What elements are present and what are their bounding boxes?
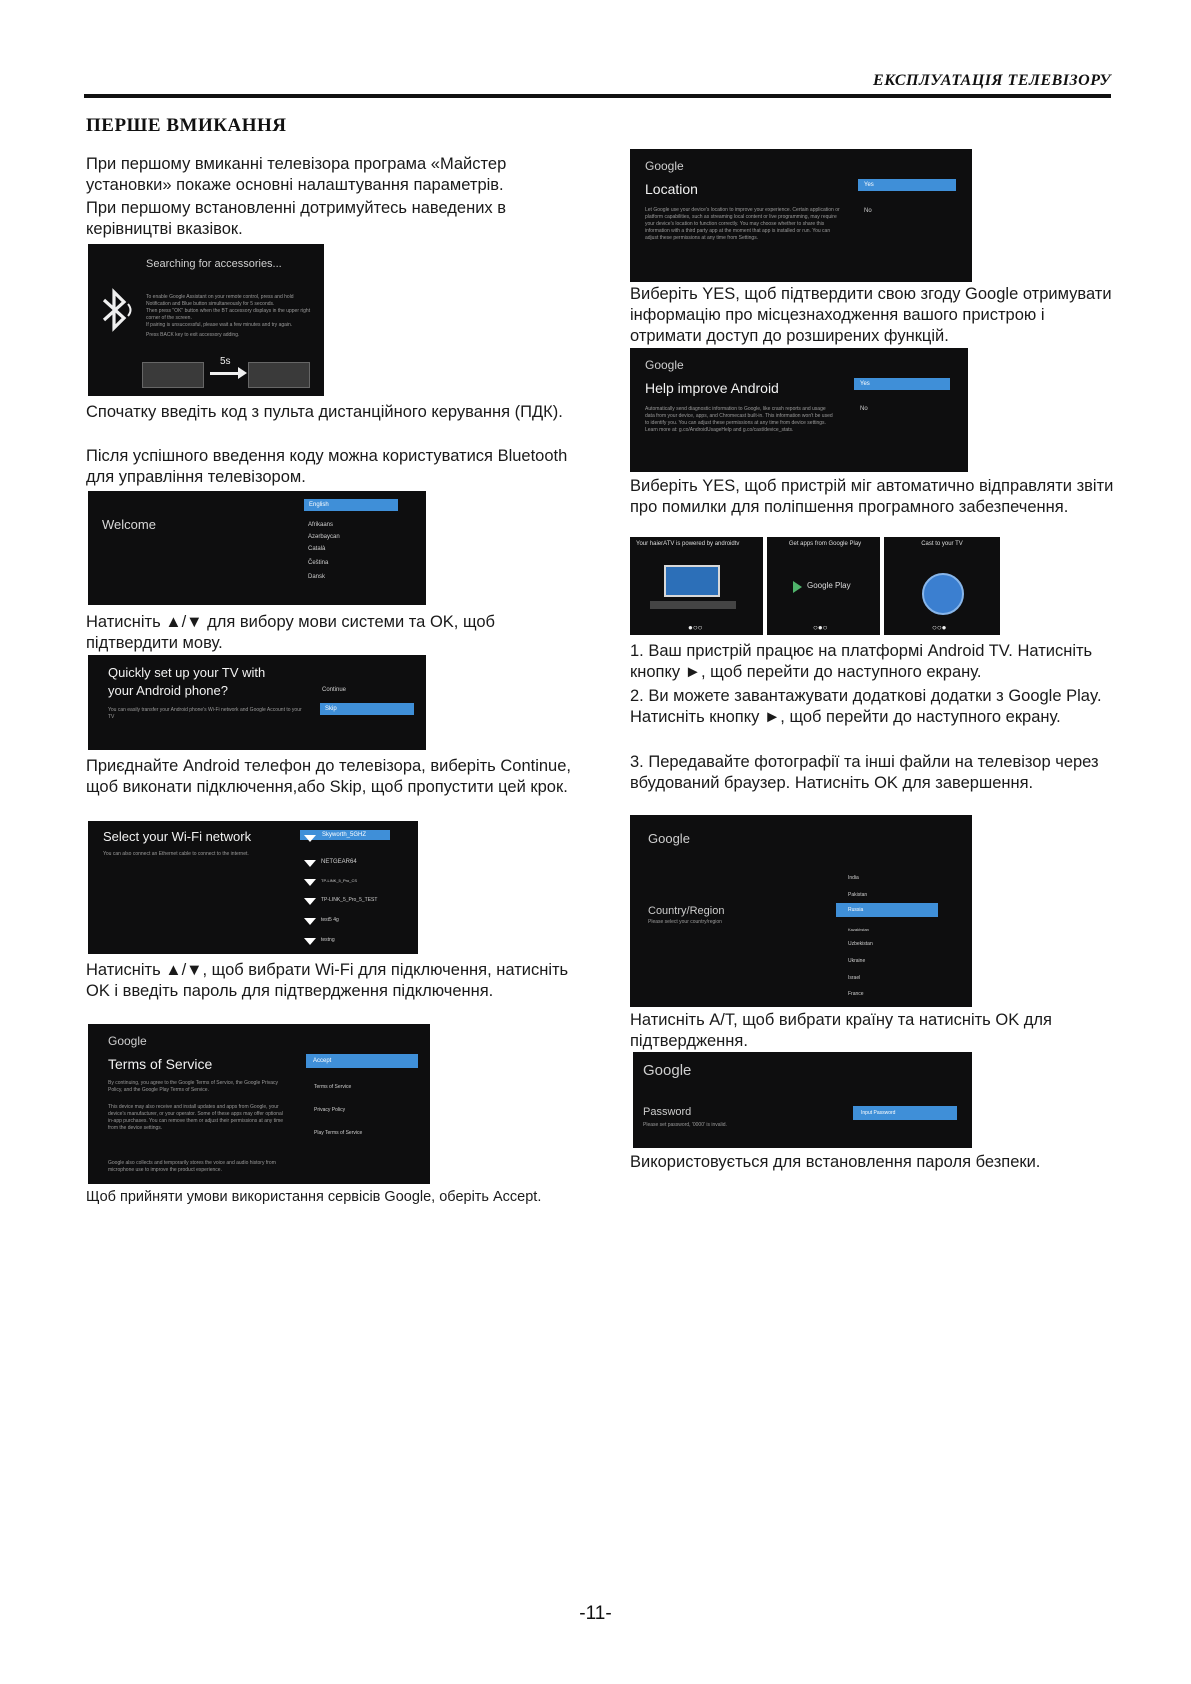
screenshot-password [633,1052,972,1148]
password-title: Password [643,1106,692,1118]
wifi-network-item[interactable]: TP-LINK_5_Pro_CS [321,878,358,883]
google-play-label: Google Play [807,581,851,590]
bt-line-4: Press BACK key to exit accessory adding. [146,332,240,338]
wifi-network-name: Skyworth_5GHZ [322,832,367,838]
header-rule [84,94,1111,98]
wifi-caption: Натисніть ▲/▼, щоб вибрати Wi-Fi для підключення, натисніть OK і введіть пароль для підтвердження підключення. [86,961,569,1000]
screenshot-wifi [88,821,418,954]
lang-caption: Натисніть ▲/▼ для вибору мови системи та OK, щоб підтвердити мову. [86,613,495,652]
page-title: ПЕРШЕ ВМИКАННЯ [86,115,287,136]
page-dots: ○○● [932,623,947,632]
bt-caption-2: Після успішного введення коду можна користуватися Bluetooth для управління телевізором. [86,447,568,486]
screenshot-language [88,491,426,605]
help-title: Help improve Android [645,380,779,396]
tos-body-1: By continuing, you agree to the Google Terms of Service, the Google Privacy Policy, and the Google Play Terms of Service. [108,1080,278,1093]
screenshot-intro-google-play [767,537,880,635]
screenshot-country-region [630,815,972,1007]
intro-step-2: 2. Ви можете завантажувати додаткові додатки з Google Play. Натисніть кнопку ►, щоб перейти до наступного екрану. [630,687,1102,726]
bt-line-2: Then press "OK" button when the BT accessory displays in the upper right corner of the screen. [146,308,311,321]
section-header: ЕКСПЛУАТАЦІЯ ТЕЛЕВІЗОРУ [873,72,1111,89]
country-option[interactable]: Ukraine [848,958,866,964]
tos-option-terms[interactable]: Terms of Service [314,1084,352,1090]
bt-caption-1: Спочатку введіть код з пульта дистанційного керування (ПДК). [86,403,563,421]
wifi-icon [304,898,316,905]
language-option-english[interactable]: English [304,499,398,511]
wifi-network-item[interactable]: test5 4g [321,917,339,923]
country-title: Country/Region [648,905,725,917]
tos-option-privacy[interactable]: Privacy Policy [314,1107,346,1113]
accept-button[interactable]: Accept [306,1054,418,1068]
country-option[interactable]: Pakistan [848,892,868,898]
page-number: -11- [579,1603,612,1624]
bt-line-1: To enable Google Assistant on your remote control, press and hold Notification and Blue button simultaneously for 5 seconds. [146,294,294,307]
input-password-button[interactable]: Input Password [853,1106,957,1120]
wifi-title: Select your Wi-Fi network [103,829,252,844]
tos-option-play-terms[interactable]: Play Terms of Service [314,1130,363,1136]
intro-text-1: При першому вмиканні телевізора програма «Майстер установки» покаже основні налаштування параметрів. [86,155,507,194]
phone-title-line1: Quickly set up your TV with [108,665,266,680]
bluetooth-icon [98,288,138,337]
language-option[interactable]: Afrikaans [308,522,334,528]
screenshot-location [630,149,972,282]
google-logo: Google [645,159,684,173]
wifi-network-item[interactable]: NETGEAR64 [321,859,357,865]
screenshot-terms-of-service [88,1024,430,1184]
wifi-sub: You can also connect an Ethernet cable to connect to the internet. [103,851,249,857]
google-logo: Google [108,1034,147,1048]
country-caption: Натисніть A/T, щоб вибрати країну та натисніть OK для підтвердження. [630,1011,1052,1050]
password-caption: Використовується для встановлення пароля безпеки. [630,1153,1041,1171]
country-option[interactable]: India [848,875,859,881]
country-option[interactable]: Kazakhstan [848,927,869,932]
intro-text-2: При першому встановленні дотримуйтесь наведених в керівництві вказівок. [86,199,507,238]
intro-step-3: 3. Передавайте фотографії та інші файли на телевізор через вбудований браузер. Натисніть OK для завершення. [630,753,1099,792]
page-dots: ○●○ [813,623,828,632]
intro-panel-3-title: Cast to your TV [921,541,963,547]
welcome-title: Welcome [102,517,156,532]
no-button[interactable]: No [864,208,872,214]
arrow-right-icon [238,367,247,379]
tos-title: Terms of Service [108,1056,213,1072]
phone-sub: You can easily transfer your Android phone's Wi-Fi network and Google Account to your TV [108,707,302,720]
wifi-icon [304,835,316,842]
help-caption: Виберіть YES, щоб пристрій міг автоматично відправляти звіти про помилки для поліпшення програмного забезпечення. [630,477,1114,516]
wifi-network-item[interactable]: testng [321,937,335,943]
wifi-icon [304,860,316,867]
no-button[interactable]: No [860,406,868,412]
location-caption: Виберіть YES, щоб підтвердити свою згоду Google отримувати інформацію про місцезнаходження вашого пристрою і отримати доступ до розширених функцій. [630,285,1112,345]
yes-button[interactable]: Yes [858,179,956,191]
country-option-selected[interactable]: Russia [836,903,938,917]
remote-illustration-icon [248,362,310,388]
phone-caption: Приєднайте Android телефон до телевізора, виберіть Continue, щоб виконати підключення,або Skip, щоб пропустити цей крок. [86,757,571,796]
screenshot-phone-setup [88,655,426,750]
location-body: Let Google use your device's location to improve your experience. Certain application or platform capabilities, such as streaming local content or live programming, may require your device's location to function correctly. You may choose whether to share this information with a third party app at the moment that app is installed or run. You can adjust these permissions at any time from Settings. [645,207,840,241]
screenshot-bluetooth-pairing [88,244,324,396]
skip-button[interactable]: Skip [320,703,414,715]
tv-icon [664,565,720,597]
tos-body-3: Google also collects and temporarily stores the voice and audio history from microphone use to improve the product experience. [108,1160,276,1173]
phone-title-line2: your Android phone? [108,683,228,698]
cast-icon [922,573,964,615]
country-option[interactable]: Uzbekistan [848,941,873,947]
bt-timer: 5s [220,356,231,367]
bt-line-3: If pairing is unsuccessful, please wait a few minutes and try again. [146,322,293,328]
language-option[interactable]: Català [308,546,326,552]
screenshot-intro-android-tv [630,537,763,635]
help-body: Automatically send diagnostic information to Google, like crash reports and usage data from your device, apps, and Chromecast built-in. This information won't be used to identify you. You can adjust these permissions at any time from device settings. Learn more at: g.co/AndroidUsageHelp and g.co/cast/device_stats. [645,406,833,433]
country-option[interactable]: Israel [848,975,861,981]
screenshot-intro-cast [884,537,1000,635]
google-logo: Google [645,358,684,372]
continue-button[interactable]: Continue [322,687,347,693]
language-option[interactable]: Azərbaycan [308,534,340,540]
screenshot-help-improve [630,348,968,472]
tos-caption: Щоб прийняти умови використання сервісів Google, оберіть Accept. [86,1189,542,1205]
bt-screen-title: Searching for accessories... [146,258,282,270]
language-option[interactable]: Čeština [308,560,329,566]
wifi-icon [304,918,316,925]
remote-illustration-icon [142,362,204,388]
tos-body-2: This device may also receive and install updates and apps from Google, your device's manufacturer, or your operator. Some of these apps may offer optional in-app purchases. You can remove them or adjust their permissions at any time from the device settings. [108,1104,284,1131]
page-dots: ●○○ [688,623,703,632]
intro-panel-1-title: Your haierATV is powered by androidtv [636,541,740,547]
location-title: Location [645,181,698,197]
language-option[interactable]: Dansk [308,574,326,580]
country-sub: Please select your country/region [648,919,722,925]
wifi-icon [304,938,316,945]
country-option[interactable]: France [848,991,864,997]
password-sub: Please set password, '0000' is invalid. [643,1122,727,1128]
yes-button[interactable]: Yes [854,378,950,390]
tv-stand-icon [650,601,736,609]
google-play-icon [793,581,802,593]
intro-panel-2-title: Get apps from Google Play [788,541,862,547]
google-logo: Google [648,831,690,846]
wifi-icon [304,879,316,886]
intro-step-1: 1. Ваш пристрій працює на платформі Android TV. Натисніть кнопку ►, щоб перейти до наступного екрану. [630,642,1093,681]
wifi-network-item[interactable]: TP-LINK_5_Pro_5_TEST [321,897,378,903]
google-logo: Google [643,1062,692,1079]
